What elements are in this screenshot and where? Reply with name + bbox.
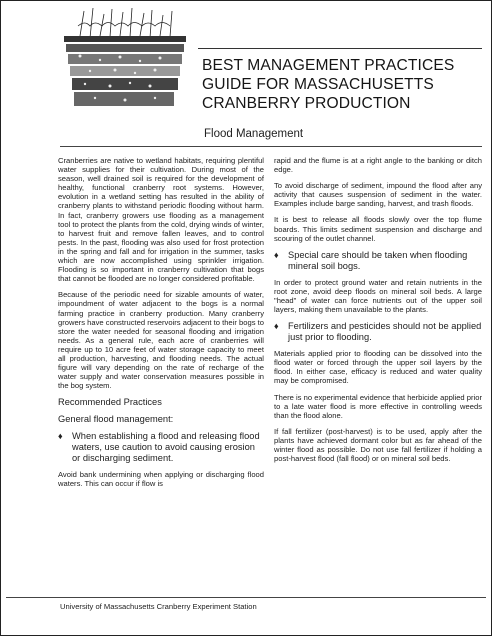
release-paragraph: It is best to release all floods slowly over the top flume boards. This limits sediment suspension and discharge and scouring of the outlet channel.: [274, 215, 482, 243]
flume-paragraph: rapid and the flume is at a right angle to the banking or ditch edge.: [274, 156, 482, 175]
diamond-bullet-icon: ♦: [58, 431, 63, 442]
title-line-3: CRANBERRY PRODUCTION: [202, 95, 411, 112]
bullet-erosion: [58, 431, 264, 464]
section-subtitle: Flood Management: [204, 128, 304, 140]
document-title: [202, 56, 482, 113]
general-flood-heading: General flood management:: [58, 414, 174, 425]
footer-divider: [6, 597, 486, 598]
bullet-fertilizers-text: Fertilizers and pesticides should not be applied just prior to flooding.: [288, 321, 482, 343]
cranberry-plant-illustration: [60, 6, 190, 110]
recommended-practices-heading: Recommended Practices: [58, 397, 162, 408]
groundwater-paragraph: In order to protect ground water and retain nutrients in the root zone, avoid deep floods on mineral soil beds. A large "head" of water can force nutrients out of the upper soil layers, making them unavailable to the plants.: [274, 277, 482, 315]
sediment-paragraph: To avoid discharge of sediment, impound the flood after any activity that causes suspension of sediment in the water. Examples include barge sanding, harvest, and trash floods.: [274, 181, 482, 209]
header-divider: [60, 146, 482, 147]
diamond-bullet-icon: ♦: [274, 249, 279, 260]
title-line-1: BEST MANAGEMENT PRACTICES: [202, 57, 455, 74]
diamond-bullet-icon: ♦: [274, 321, 279, 332]
fall-fertilizer-paragraph: If fall fertilizer (post-harvest) is to be used, apply after the plants have achieved dormant color but as far ahead of the winter flood as possible. Do not use fall fertilizer if holding a post-harvest flood (fall flood) or on mineral soil beds.: [274, 426, 482, 464]
title-line-2: GUIDE FOR MASSACHUSETTS: [202, 76, 434, 93]
title-rule: [198, 48, 482, 49]
footer-text: University of Massachusetts Cranberry Experiment Station: [60, 602, 257, 611]
herbicide-paragraph: There is no experimental evidence that herbicide applied prior to a late water flood is more effective in controlling weeds than the flood alone.: [274, 392, 482, 420]
bank-undermining-paragraph: Avoid bank undermining when applying or discharging flood waters. This can occur if flow is: [58, 470, 264, 489]
bullet-mineral-soil: [274, 250, 482, 272]
intro-paragraph: Cranberries are native to wetland habitats, requiring plentiful water supplies for their cultivation. During most of the season, well drained soil is required for the development of healthy, functional cranberry root systems. However, evolution in a wetland setting has resulted in the ability of cranberry plants to withstand periodic flooding without harm. In fact, cranberry growers use flooding as a management tool to protect the plants from the cold, drying winds of winter, to harvest fruit and remove fallen leaves, and to control pests. In the past, flooding was also used for frost protection in the spring and fall and for irrigation in the summer, tasks which are now accomplished using sprinkler irrigation. Flooding is so important in cranberry cultivation that bogs that cannot be flooded are no longer considered profitable.: [58, 156, 264, 284]
bullet-erosion-text: When establishing a flood and releasing flood waters, use caution to avoid causing erosion or discharging sediment.: [72, 431, 260, 464]
impoundment-paragraph: Because of the periodic need for sizable amounts of water, impoundment of water adjacent to the bogs is a normal farming practice in cranberry production. Many cranberry growers have constructed reservoirs adjacent to their bogs to store the water needed for seasonal flooding and irrigation needs. As a general rule, each acre of cranberries will require up to 10 acre feet of water storage capacity to meet all production, harvesting, and flooding needs. The actual figure will vary depending on the rate of recharge of the water supply and water conservation measures possible in the bog system.: [58, 290, 264, 391]
materials-paragraph: Materials applied prior to flooding can be dissolved into the flood water or forced through the upper soil layers by the flood. In either case, efficacy is reduced and water quality may be compromised.: [274, 349, 482, 386]
bullet-fertilizers: [274, 321, 482, 343]
left-column: [58, 156, 264, 496]
right-column: [274, 156, 482, 470]
bullet-mineral-soil-text: Special care should be taken when flooding mineral soil bogs.: [288, 249, 468, 271]
